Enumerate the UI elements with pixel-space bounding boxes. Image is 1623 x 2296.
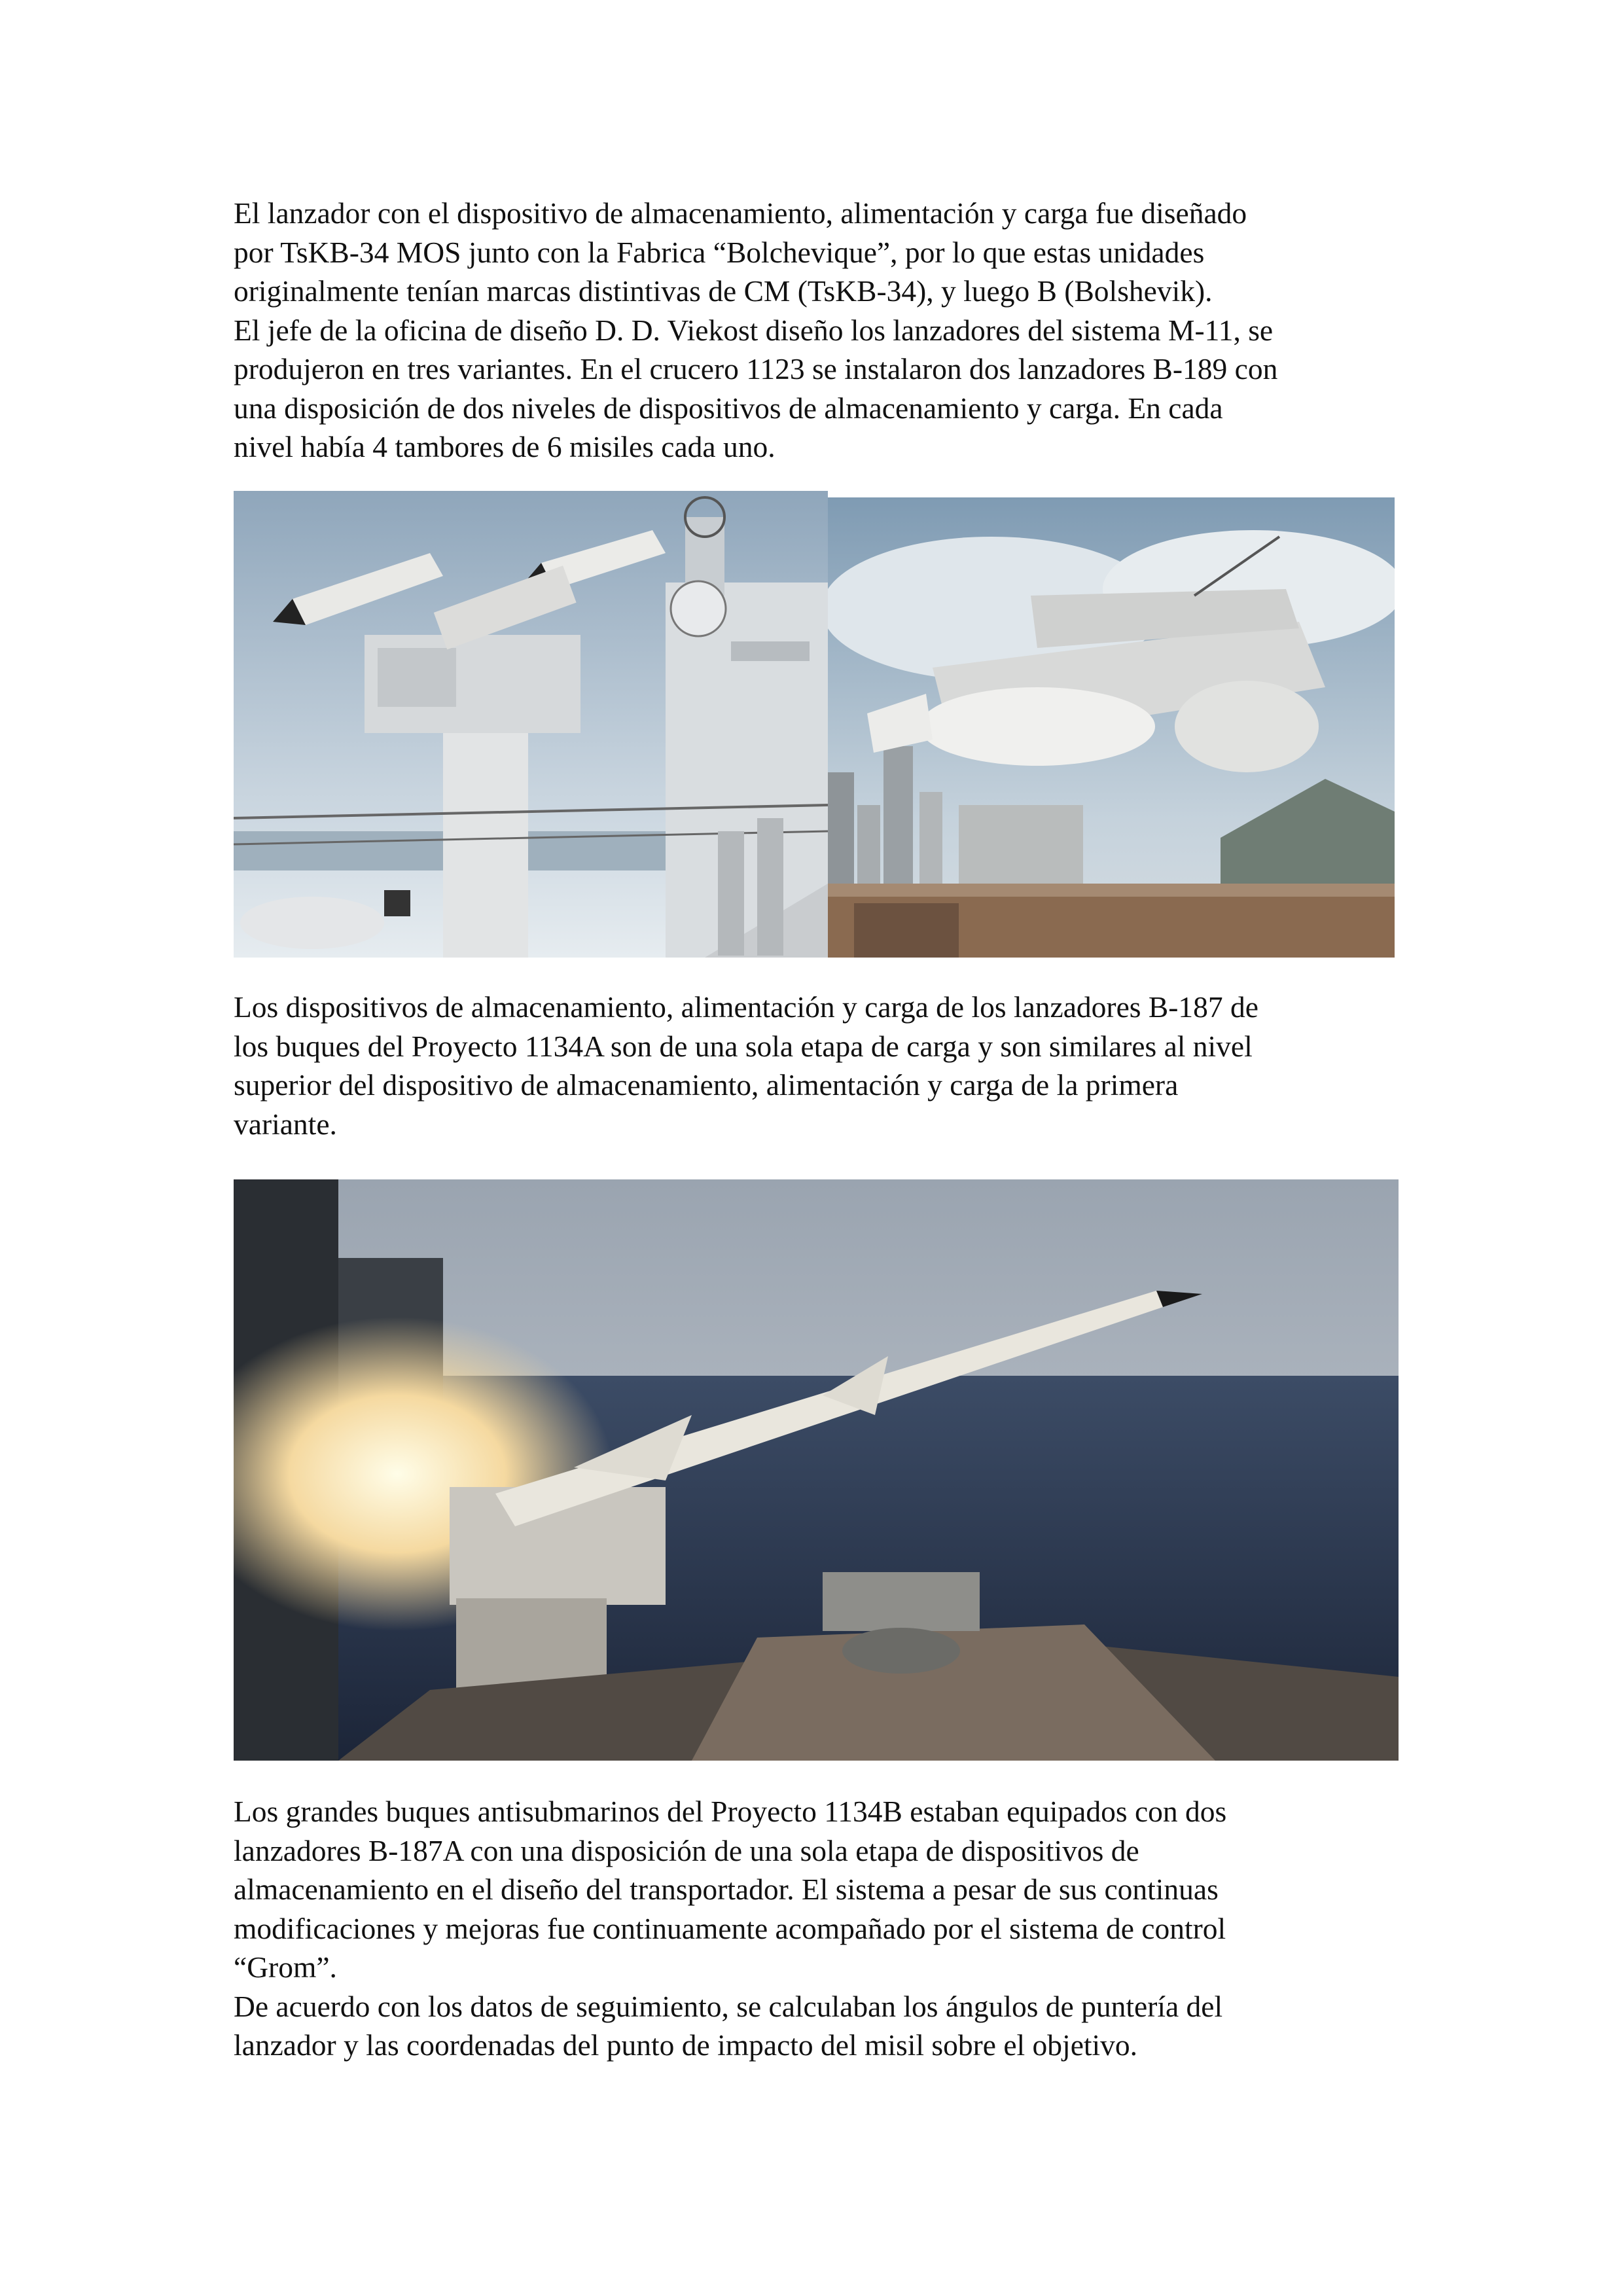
- text-line: almacenamiento en el diseño del transportador. El sistema a pesar de sus continuas: [234, 1873, 1219, 1906]
- museum-launcher-photo: [828, 497, 1395, 958]
- text-line: los buques del Proyecto 1134A son de una sola etapa de carga y son similares al nivel: [234, 1029, 1253, 1063]
- text-line: una disposición de dos niveles de dispositivos de almacenamiento y carga. En cada: [234, 391, 1223, 425]
- text-line: produjeron en tres variantes. En el crucero 1123 se instalaron dos lanzadores B-189 con: [234, 352, 1278, 386]
- text-line: lanzadores B-187A con una disposición de una sola etapa de dispositivos de: [234, 1833, 1139, 1867]
- text-line: modificaciones y mejoras fue continuamente acompañado por el sistema de control: [234, 1911, 1226, 1945]
- launcher-on-deck-photo: [234, 491, 828, 958]
- text-line: originalmente tenían marcas distintivas de CM (TsKB-34), y luego B (Bolshevik).: [234, 274, 1213, 308]
- text-line: nivel había 4 tambores de 6 misiles cada uno.: [234, 430, 776, 463]
- text-line: El lanzador con el dispositivo de almacenamiento, alimentación y carga fue diseñado: [234, 196, 1247, 230]
- text-line: lanzador y las coordenadas del punto de impacto del misil sobre el objetivo.: [234, 2028, 1138, 2062]
- paragraph-1134b-grom: [234, 1792, 1399, 2065]
- text-line: Los dispositivos de almacenamiento, alimentación y carga de los lanzadores B-187 de: [234, 990, 1258, 1024]
- missile-launch-photo: [234, 1179, 1399, 1761]
- text-line: variante.: [234, 1107, 337, 1141]
- paragraph-b187-launchers: [234, 988, 1399, 1143]
- paragraph-launcher-design: [234, 194, 1399, 467]
- text-line: por TsKB-34 MOS junto con la Fabrica “Bolchevique”, por lo que estas unidades: [234, 235, 1205, 269]
- text-line: “Grom”.: [234, 1950, 337, 1984]
- text-line: Los grandes buques antisubmarinos del Proyecto 1134B estaban equipados con dos: [234, 1795, 1227, 1828]
- text-line: superior del dispositivo de almacenamiento, alimentación y carga de la primera: [234, 1068, 1179, 1102]
- text-line: De acuerdo con los datos de seguimiento, se calculaban los ángulos de puntería del: [234, 1989, 1223, 2023]
- text-line: El jefe de la oficina de diseño D. D. Viekost diseño los lanzadores del sistema M-11, se: [234, 313, 1274, 347]
